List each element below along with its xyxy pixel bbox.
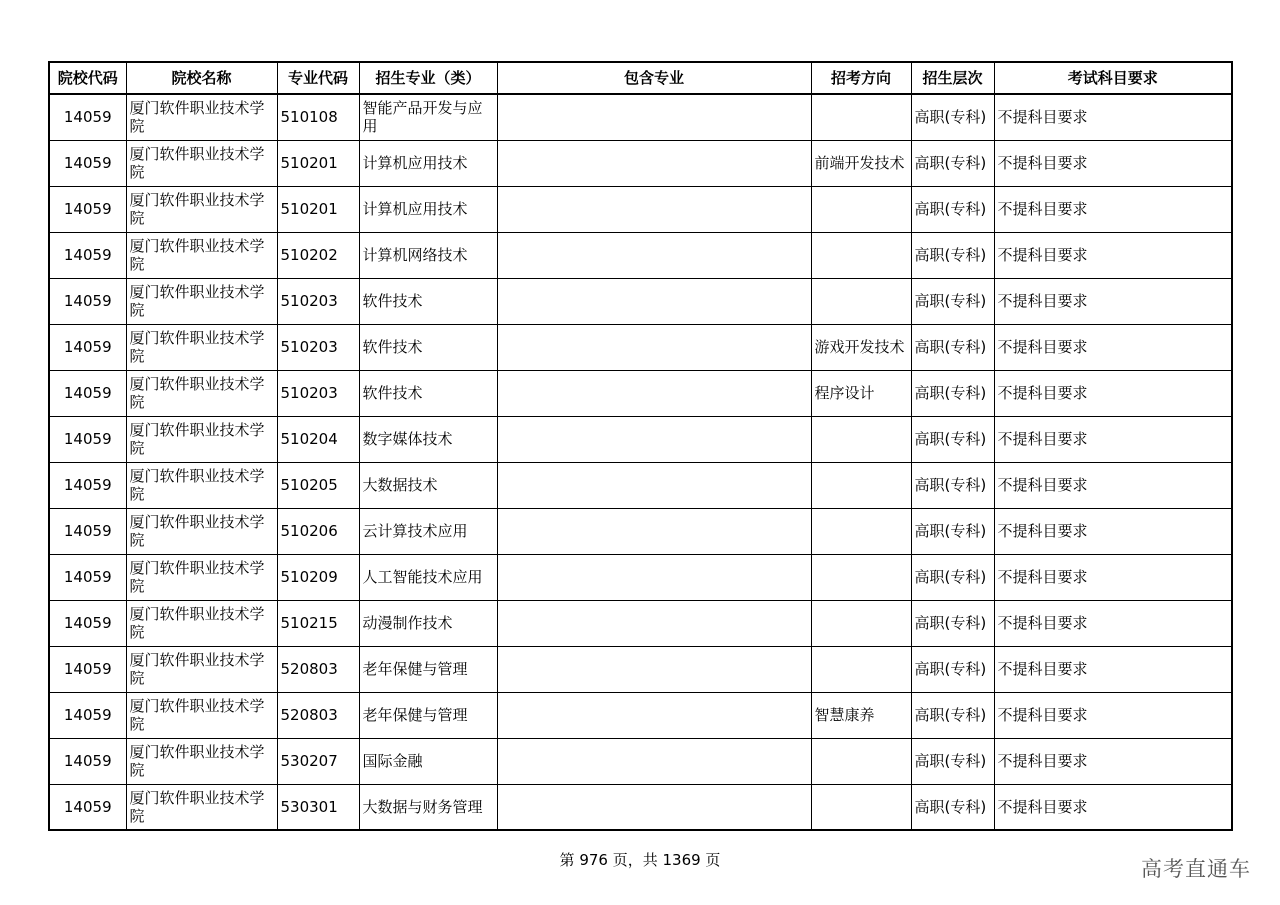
header-included-majors: 包含专业 (497, 62, 811, 94)
cell-school-name: 厦门软件职业技术学院 (126, 784, 277, 830)
cell-requirement: 不提科目要求 (994, 646, 1232, 692)
cell-school-code: 14059 (49, 94, 126, 140)
cell-included-majors (497, 554, 811, 600)
cell-included-majors (497, 784, 811, 830)
cell-direction (811, 462, 911, 508)
page-number: 第 976 页，共 1369 页 (559, 851, 721, 869)
header-requirement: 考试科目要求 (994, 62, 1232, 94)
header-school-name: 院校名称 (126, 62, 277, 94)
cell-major-code: 510203 (277, 324, 359, 370)
table-row (49, 508, 1232, 554)
cell-school-code: 14059 (49, 232, 126, 278)
cell-school-name: 厦门软件职业技术学院 (126, 646, 277, 692)
cell-requirement: 不提科目要求 (994, 278, 1232, 324)
cell-requirement: 不提科目要求 (994, 784, 1232, 830)
cell-major: 大数据技术 (359, 462, 497, 508)
cell-included-majors (497, 186, 811, 232)
cell-major: 大数据与财务管理 (359, 784, 497, 830)
cell-major-code: 520803 (277, 646, 359, 692)
cell-school-code: 14059 (49, 416, 126, 462)
cell-level: 高职(专科) (911, 784, 994, 830)
cell-major-code: 530207 (277, 738, 359, 784)
cell-major: 软件技术 (359, 278, 497, 324)
cell-major: 老年保健与管理 (359, 692, 497, 738)
cell-major: 软件技术 (359, 370, 497, 416)
table-row (49, 94, 1232, 140)
cell-requirement: 不提科目要求 (994, 140, 1232, 186)
cell-school-name: 厦门软件职业技术学院 (126, 232, 277, 278)
table-header-row (49, 62, 1232, 94)
cell-requirement: 不提科目要求 (994, 416, 1232, 462)
cell-major: 云计算技术应用 (359, 508, 497, 554)
cell-level: 高职(专科) (911, 416, 994, 462)
cell-level: 高职(专科) (911, 600, 994, 646)
cell-included-majors (497, 416, 811, 462)
table-row (49, 554, 1232, 600)
table-row (49, 278, 1232, 324)
cell-direction (811, 416, 911, 462)
cell-school-code: 14059 (49, 600, 126, 646)
cell-included-majors (497, 232, 811, 278)
table-row (49, 462, 1232, 508)
table-row (49, 232, 1232, 278)
cell-school-name: 厦门软件职业技术学院 (126, 370, 277, 416)
cell-school-code: 14059 (49, 140, 126, 186)
cell-level: 高职(专科) (911, 186, 994, 232)
header-direction: 招考方向 (811, 62, 911, 94)
cell-school-code: 14059 (49, 186, 126, 232)
cell-direction (811, 600, 911, 646)
header-level: 招生层次 (911, 62, 994, 94)
cell-level: 高职(专科) (911, 324, 994, 370)
cell-major: 计算机应用技术 (359, 186, 497, 232)
table-row (49, 738, 1232, 784)
cell-major-code: 510202 (277, 232, 359, 278)
cell-level: 高职(专科) (911, 94, 994, 140)
cell-direction (811, 646, 911, 692)
cell-level: 高职(专科) (911, 738, 994, 784)
cell-school-name: 厦门软件职业技术学院 (126, 554, 277, 600)
cell-included-majors (497, 646, 811, 692)
cell-major: 软件技术 (359, 324, 497, 370)
cell-included-majors (497, 508, 811, 554)
cell-level: 高职(专科) (911, 140, 994, 186)
cell-major-code: 510204 (277, 416, 359, 462)
cell-included-majors (497, 94, 811, 140)
cell-school-code: 14059 (49, 462, 126, 508)
cell-major: 智能产品开发与应用 (359, 94, 497, 140)
table-row (49, 416, 1232, 462)
cell-requirement: 不提科目要求 (994, 554, 1232, 600)
cell-direction (811, 738, 911, 784)
cell-included-majors (497, 278, 811, 324)
cell-major-code: 530301 (277, 784, 359, 830)
cell-school-code: 14059 (49, 370, 126, 416)
cell-school-name: 厦门软件职业技术学院 (126, 140, 277, 186)
cell-requirement: 不提科目要求 (994, 738, 1232, 784)
cell-included-majors (497, 600, 811, 646)
cell-requirement: 不提科目要求 (994, 186, 1232, 232)
cell-direction (811, 554, 911, 600)
cell-school-code: 14059 (49, 646, 126, 692)
cell-major-code: 510203 (277, 370, 359, 416)
cell-major: 老年保健与管理 (359, 646, 497, 692)
cell-level: 高职(专科) (911, 554, 994, 600)
cell-major: 数字媒体技术 (359, 416, 497, 462)
cell-major-code: 510206 (277, 508, 359, 554)
cell-school-code: 14059 (49, 784, 126, 830)
cell-school-name: 厦门软件职业技术学院 (126, 186, 277, 232)
cell-major: 人工智能技术应用 (359, 554, 497, 600)
cell-included-majors (497, 738, 811, 784)
cell-major: 计算机网络技术 (359, 232, 497, 278)
cell-requirement: 不提科目要求 (994, 370, 1232, 416)
cell-included-majors (497, 692, 811, 738)
table-row (49, 324, 1232, 370)
cell-direction: 游戏开发技术 (811, 324, 911, 370)
header-major: 招生专业（类） (359, 62, 497, 94)
cell-direction (811, 186, 911, 232)
cell-requirement: 不提科目要求 (994, 692, 1232, 738)
cell-major-code: 510201 (277, 186, 359, 232)
watermark: 高考直通车 (1141, 857, 1251, 881)
table-row (49, 370, 1232, 416)
cell-requirement: 不提科目要求 (994, 94, 1232, 140)
cell-requirement: 不提科目要求 (994, 600, 1232, 646)
cell-major-code: 510203 (277, 278, 359, 324)
cell-school-name: 厦门软件职业技术学院 (126, 738, 277, 784)
table-row (49, 692, 1232, 738)
cell-major: 计算机应用技术 (359, 140, 497, 186)
cell-direction: 智慧康养 (811, 692, 911, 738)
cell-school-code: 14059 (49, 278, 126, 324)
table-row (49, 646, 1232, 692)
table-row (49, 784, 1232, 830)
cell-school-code: 14059 (49, 738, 126, 784)
table-row (49, 140, 1232, 186)
cell-direction: 前端开发技术 (811, 140, 911, 186)
cell-major-code: 510209 (277, 554, 359, 600)
cell-requirement: 不提科目要求 (994, 324, 1232, 370)
cell-school-code: 14059 (49, 508, 126, 554)
cell-major-code: 520803 (277, 692, 359, 738)
cell-school-name: 厦门软件职业技术学院 (126, 94, 277, 140)
cell-level: 高职(专科) (911, 646, 994, 692)
cell-direction: 程序设计 (811, 370, 911, 416)
cell-direction (811, 508, 911, 554)
cell-major: 动漫制作技术 (359, 600, 497, 646)
cell-direction (811, 94, 911, 140)
cell-level: 高职(专科) (911, 278, 994, 324)
table-row (49, 600, 1232, 646)
cell-major-code: 510108 (277, 94, 359, 140)
header-school-code: 院校代码 (49, 62, 126, 94)
cell-school-name: 厦门软件职业技术学院 (126, 324, 277, 370)
cell-school-name: 厦门软件职业技术学院 (126, 692, 277, 738)
cell-direction (811, 232, 911, 278)
admissions-table (48, 61, 1233, 831)
cell-requirement: 不提科目要求 (994, 462, 1232, 508)
cell-school-code: 14059 (49, 324, 126, 370)
cell-level: 高职(专科) (911, 232, 994, 278)
cell-included-majors (497, 140, 811, 186)
cell-major-code: 510201 (277, 140, 359, 186)
cell-school-name: 厦门软件职业技术学院 (126, 278, 277, 324)
table-row (49, 186, 1232, 232)
cell-school-code: 14059 (49, 692, 126, 738)
cell-school-code: 14059 (49, 554, 126, 600)
cell-school-name: 厦门软件职业技术学院 (126, 600, 277, 646)
cell-included-majors (497, 370, 811, 416)
cell-level: 高职(专科) (911, 692, 994, 738)
cell-level: 高职(专科) (911, 462, 994, 508)
header-major-code: 专业代码 (277, 62, 359, 94)
cell-major: 国际金融 (359, 738, 497, 784)
cell-school-name: 厦门软件职业技术学院 (126, 508, 277, 554)
cell-level: 高职(专科) (911, 370, 994, 416)
cell-included-majors (497, 324, 811, 370)
cell-requirement: 不提科目要求 (994, 508, 1232, 554)
cell-school-name: 厦门软件职业技术学院 (126, 416, 277, 462)
cell-direction (811, 278, 911, 324)
cell-major-code: 510215 (277, 600, 359, 646)
cell-school-name: 厦门软件职业技术学院 (126, 462, 277, 508)
cell-level: 高职(专科) (911, 508, 994, 554)
cell-included-majors (497, 462, 811, 508)
cell-major-code: 510205 (277, 462, 359, 508)
cell-direction (811, 784, 911, 830)
cell-requirement: 不提科目要求 (994, 232, 1232, 278)
